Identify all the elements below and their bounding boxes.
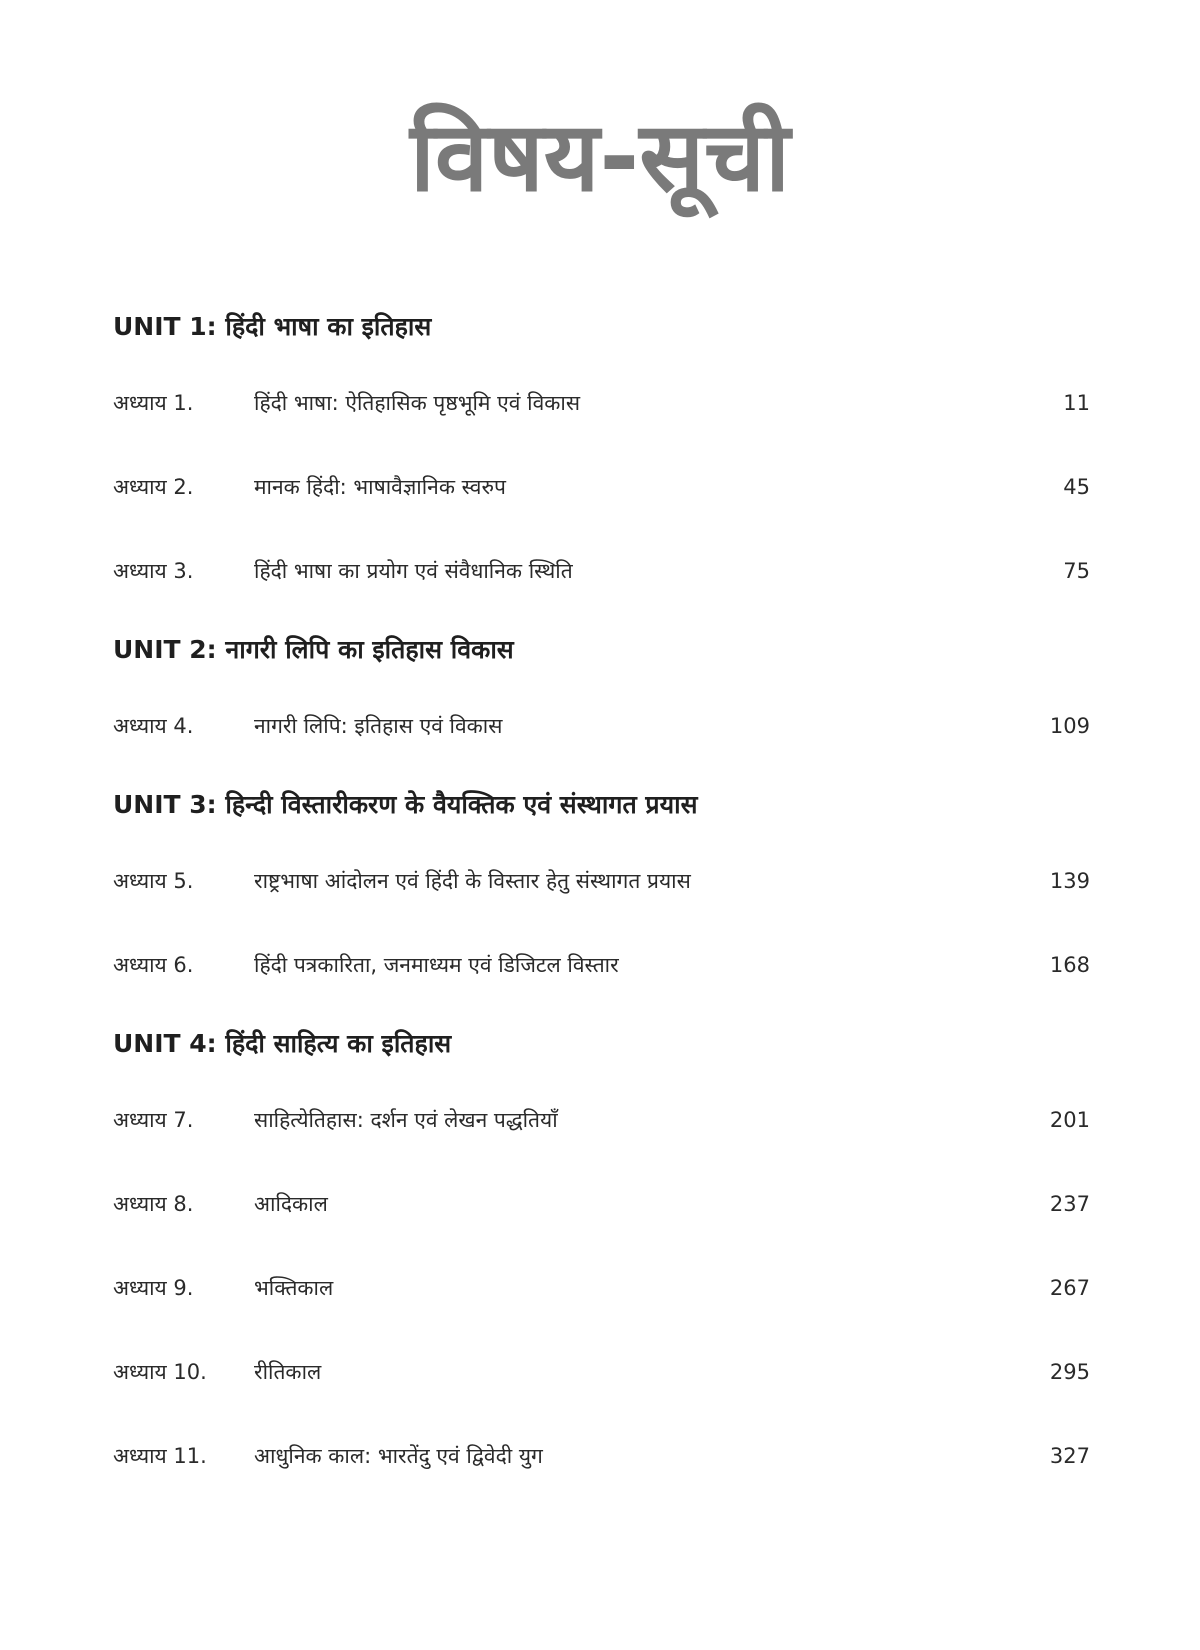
chapter-title: रीतिकाल: [254, 1360, 322, 1384]
toc-entry-chapter-8[interactable]: [113, 1189, 1090, 1219]
chapter-number: अध्याय 6.: [113, 953, 194, 977]
chapter-number: अध्याय 11.: [113, 1444, 207, 1468]
chapter-title: मानक हिंदी: भाषावैज्ञानिक स्वरुप: [254, 475, 506, 499]
chapter-title: राष्ट्रभाषा आंदोलन एवं हिंदी के विस्तार हेतु संस्थागत प्रयास: [254, 869, 691, 893]
chapter-number: अध्याय 10.: [113, 1360, 207, 1384]
toc-entry-chapter-7[interactable]: [113, 1105, 1090, 1135]
page-number: 201: [1049, 1108, 1090, 1132]
unit-heading-2: UNIT 2: नागरी लिपि का इतिहास विकास: [113, 635, 514, 664]
page-number: 267: [1049, 1276, 1090, 1300]
chapter-title: हिंदी भाषा का प्रयोग एवं संवैधानिक स्थिति: [254, 559, 573, 583]
page-number: 237: [1049, 1192, 1090, 1216]
page-number: 75: [1063, 559, 1090, 583]
toc-entry-chapter-9[interactable]: [113, 1273, 1090, 1303]
toc-entry-chapter-10[interactable]: [113, 1357, 1090, 1387]
chapter-title: भक्तिकाल: [254, 1276, 334, 1300]
page-number: 45: [1063, 475, 1090, 499]
unit-heading-4: UNIT 4: हिंदी साहित्य का इतिहास: [113, 1029, 452, 1058]
toc-entry-chapter-6[interactable]: [113, 950, 1090, 980]
chapter-title: हिंदी पत्रकारिता, जनमाध्यम एवं डिजिटल विस्तार: [254, 953, 619, 977]
chapter-number: अध्याय 3.: [113, 559, 194, 583]
page-number: 109: [1049, 714, 1090, 738]
chapter-number: अध्याय 7.: [113, 1108, 194, 1132]
toc-entry-chapter-1[interactable]: [113, 388, 1090, 418]
toc-entry-chapter-4[interactable]: [113, 711, 1090, 741]
chapter-number: अध्याय 1.: [113, 391, 194, 415]
page-number: 11: [1063, 391, 1090, 415]
toc-entry-chapter-5[interactable]: [113, 866, 1090, 896]
page-number: 327: [1049, 1444, 1090, 1468]
chapter-number: अध्याय 4.: [113, 714, 194, 738]
chapter-number: अध्याय 2.: [113, 475, 194, 499]
toc-entry-chapter-3[interactable]: [113, 556, 1090, 586]
chapter-number: अध्याय 5.: [113, 869, 194, 893]
page-number: 295: [1049, 1360, 1090, 1384]
unit-heading-1: UNIT 1: हिंदी भाषा का इतिहास: [113, 312, 432, 341]
chapter-title: साहित्येतिहास: दर्शन एवं लेखन पद्धतियाँ: [254, 1108, 558, 1132]
chapter-title: आदिकाल: [254, 1192, 328, 1216]
toc-entry-chapter-11[interactable]: [113, 1441, 1090, 1471]
chapter-number: अध्याय 8.: [113, 1192, 194, 1216]
toc-entry-chapter-2[interactable]: [113, 472, 1090, 502]
chapter-number: अध्याय 9.: [113, 1276, 194, 1300]
unit-heading-3: UNIT 3: हिन्दी विस्तारीकरण के वैयक्तिक एवं संस्थागत प्रयास: [113, 790, 698, 819]
chapter-title: आधुनिक काल: भारतेंदु एवं द्विवेदी युग: [254, 1444, 543, 1468]
chapter-title: हिंदी भाषा: ऐतिहासिक पृष्ठभूमि एवं विकास: [254, 391, 581, 415]
chapter-title: नागरी लिपि: इतिहास एवं विकास: [254, 714, 503, 738]
page-number: 139: [1049, 869, 1090, 893]
page-number: 168: [1049, 953, 1090, 977]
page-title: विषय-सूची: [410, 101, 790, 213]
